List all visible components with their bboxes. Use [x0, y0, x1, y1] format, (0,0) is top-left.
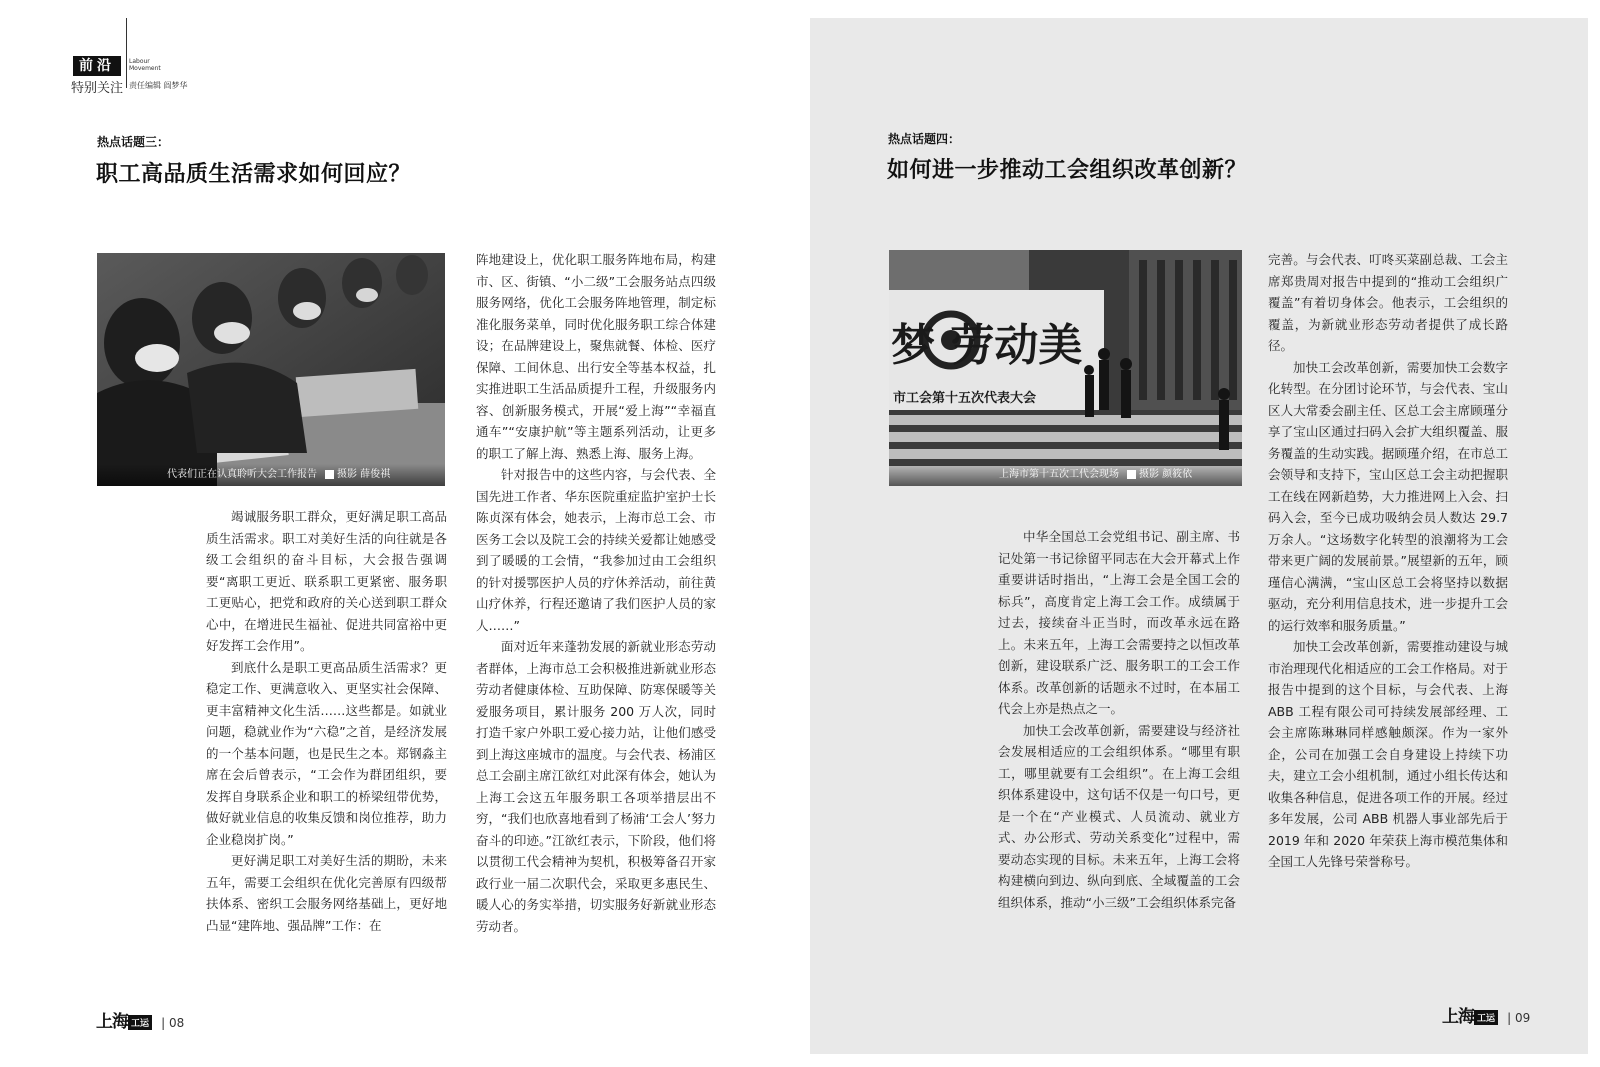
right-col2-para3: 加快工会改革创新，需要推动建设与城市治理现代化相适应的工会工作格局。对于报告中提到的这个目标，与会代表、上海 ABB 工程有限公司可持续发展部经理、工会主席陈琳琳同样感触颇深。作为一家外企，公司在加强工会自身建设上持续下功夫，建立工会小组机制，通过小组长传达和收集各种信息，促进各项工作的开展。经过多年发展，公司 ABB 机器人事业部先后于 2019 年和 2020 年荣获上海市模范集体和全国工人先锋号荣誉称号。 — [1268, 639, 1508, 869]
section-english-line2: Movement — [129, 65, 161, 72]
editor-credit: 责任编辑 阎梦华 — [129, 81, 188, 90]
page-number-left: | 08 — [161, 1016, 185, 1030]
right-title: 如何进一步推动工会组织改革创新？ — [887, 157, 1248, 183]
left-photo-credit: 摄影 薛俊祺 — [337, 469, 391, 480]
right-col2-para2: 加快工会改革创新，需要加快工会数字化转型。在分团讨论环节，与会代表、宝山区人大常委会副主任、区总工会主席顾瑾分享了宝山区通过扫码入会扩大组织覆盖、服务覆盖的生动实践。据顾瑾介绍，在市总工会领导和支持下，宝山区总工会主动把握职工在线在网新趋势，大力推进网上入会、扫码入会，至今已成功吸纳会员人数达 29.7 万余人。“这场数字化转型的浪潮将为工会带来更广阔的发展前景。”展望新的五年，顾瑾信心满满，“宝山区总工会将坚持以数据驱动，充分利用信息技术，进一步提升工会的运行效率和服务质量。” — [1268, 359, 1508, 633]
logo-box: 工运 — [1474, 1010, 1498, 1025]
right-photo-caption-text: 上海市第十五次工代会现场 — [999, 469, 1119, 480]
left-col1-para1: 竭诚服务职工群众，更好满足职工高品质生活需求。职工对美好生活的向往就是各级工会组织的奋斗目标，大会报告强调要“离职工更近、联系职工更紧密、服务职工更贴心，把党和政府的关心送到职工群众心中，在增进民生福祉、促进共同富裕中更好发挥工会作用”。 — [206, 509, 447, 653]
left-title: 职工高品质生活需求如何回应？ — [96, 161, 412, 187]
right-column-1 — [998, 526, 1240, 913]
right-photo-caption — [889, 464, 1242, 486]
magazine-logo — [96, 1012, 152, 1032]
left-column-1 — [206, 506, 447, 936]
left-column-2 — [476, 249, 716, 937]
left-photo-caption — [97, 464, 445, 486]
photo-banner-text: 市工会第十五次代表大会 — [893, 391, 1037, 406]
left-col2-para2: 针对报告中的这些内容，与会代表、全国先进工作者、华东医院重症监护室护士长陈贞深有体会，她表示，上海市总工会、市医务工会以及院工会的持续关爱都让她感受到了暖暖的工会情，“我参加过由工会组织的针对援鄂医护人员的疗休养活动，前往黄山疗休养，行程还邀请了我们医护人员的家人……” — [476, 467, 716, 633]
section-english — [129, 58, 169, 72]
logo-box: 工运 — [128, 1015, 152, 1030]
header-divider — [126, 18, 127, 88]
photo-big-chars: 梦 劳动美 — [891, 320, 1083, 371]
logo-text: 上海 — [1442, 1007, 1474, 1027]
left-col2-para1: 阵地建设上，优化职工服务阵地布局，构建市、区、街镇、“小二级”工会服务站点四级服务网络，优化工会服务阵地管理，制定标准化服务菜单，同时优化服务职工综合体建设；在品牌建设上，聚焦就餐、体检、医疗保障、工间休息、出行安全等基本权益，扎实推进职工生活品质提升工程，升级服务内容、创新服务模式，开展“爱上海”“幸福直通车”“安康护航”等主题系列活动，让更多的职工了解上海、熟悉上海、服务上海。 — [476, 252, 716, 461]
credit-square-icon — [1127, 470, 1136, 479]
magazine-logo — [1442, 1007, 1498, 1027]
page-number-right-value: 09 — [1514, 1011, 1531, 1025]
right-col1-para2: 加快工会改革创新，需要建设与经济社会发展相适应的工会组织体系。“哪里有职工，哪里就要有工会组织”。在上海工会组织体系建设中，这句话不仅是一句口号，更是一个在“产业模式、人员流动、就业方式、办公形式、劳动关系变化”过程中，需要动态实现的目标。未来五年，上海工会将构建横向到边、纵向到底、全域覆盖的工会组织体系，推动“小三级”工会组织体系完备 — [998, 722, 1240, 910]
left-footer — [96, 1007, 184, 1032]
right-col1-para1: 中华全国总工会党组书记、副主席、书记处第一书记徐留平同志在大会开幕式上作重要讲话时指出，“上海工会是全国工会的标兵”，高度肯定上海工会工作。成绩属于过去，接续奋斗正当时，而改革永远在路上。未来五年，上海工会需要持之以恒改革创新，建设联系广泛、服务职工的工会工作体系。改革创新的话题永不过时，在本届工代会上亦是热点之一。 — [998, 529, 1240, 716]
right-col2-para1: 完善。与会代表、叮咚买菜副总裁、工会主席郑贵周对报告中提到的“推动工会组织广覆盖”有着切身体会。他表示，工会组织的覆盖，为新就业形态劳动者提供了成长路径。 — [1268, 252, 1508, 353]
left-kicker: 热点话题三： — [97, 135, 170, 149]
section-tag: 前沿 — [73, 56, 121, 76]
right-photo — [889, 250, 1242, 486]
left-col1-para2: 到底什么是职工更高品质生活需求？更稳定工作、更满意收入、更坚实社会保障、更丰富精神文化生活……这些都是。如就业问题，稳就业作为“六稳”之首，是经济发展的一个基本问题，也是民生之本。郑钢淼主席在会后曾表示，“工会作为群团组织，要发挥自身联系企业和职工的桥梁纽带优势，做好就业信息的收集反馈和岗位推荐，助力企业稳岗扩岗。” — [206, 659, 447, 847]
meeting-photo-illustration — [97, 253, 445, 486]
section-english-line1: Labour — [129, 58, 150, 65]
page-number-left-value: 08 — [168, 1016, 185, 1030]
congress-venue-photo-illustration — [889, 250, 1242, 486]
left-col1-para3: 更好满足职工对美好生活的期盼，未来五年，需要工会组织在优化完善原有四级帮扶体系、密织工会服务网络基础上，更好地凸显“建阵地、强品牌”工作：在 — [206, 853, 447, 933]
logo-text: 上海 — [96, 1012, 128, 1032]
right-kicker: 热点话题四： — [888, 132, 961, 146]
credit-square-icon — [325, 470, 334, 479]
right-column-2 — [1268, 249, 1508, 873]
left-photo — [97, 253, 445, 486]
section-subtitle: 特别关注 — [71, 81, 124, 96]
left-photo-caption-text: 代表们正在认真聆听大会工作报告 — [167, 469, 317, 480]
left-col2-para3: 面对近年来蓬勃发展的新就业形态劳动者群体，上海市总工会积极推进新就业形态劳动者健康体检、互助保障、防寒保暖等关爱服务项目，累计服务 200 万人次，同时打造千家户外职工爱心接力站，让他们感受到上海这座城市的温度。与会代表、杨浦区总工会副主席江欲红对此深有体会，她认为上海工会这五年服务职工各项举措层出不穷，“我们也欣喜地看到了杨浦‘工会人’努力奋斗的印迹。”江欲红表示，下阶段，他们将以贯彻工代会精神为契机，积极筹备召开家政行业一届二次职代会，采取更多惠民生、暖人心的务实举措，切实服务好新就业形态劳动者。 — [476, 639, 716, 934]
page-number-right: | 09 — [1507, 1011, 1531, 1025]
right-footer — [1442, 1002, 1530, 1027]
right-photo-credit: 摄影 颜筱依 — [1139, 469, 1193, 480]
